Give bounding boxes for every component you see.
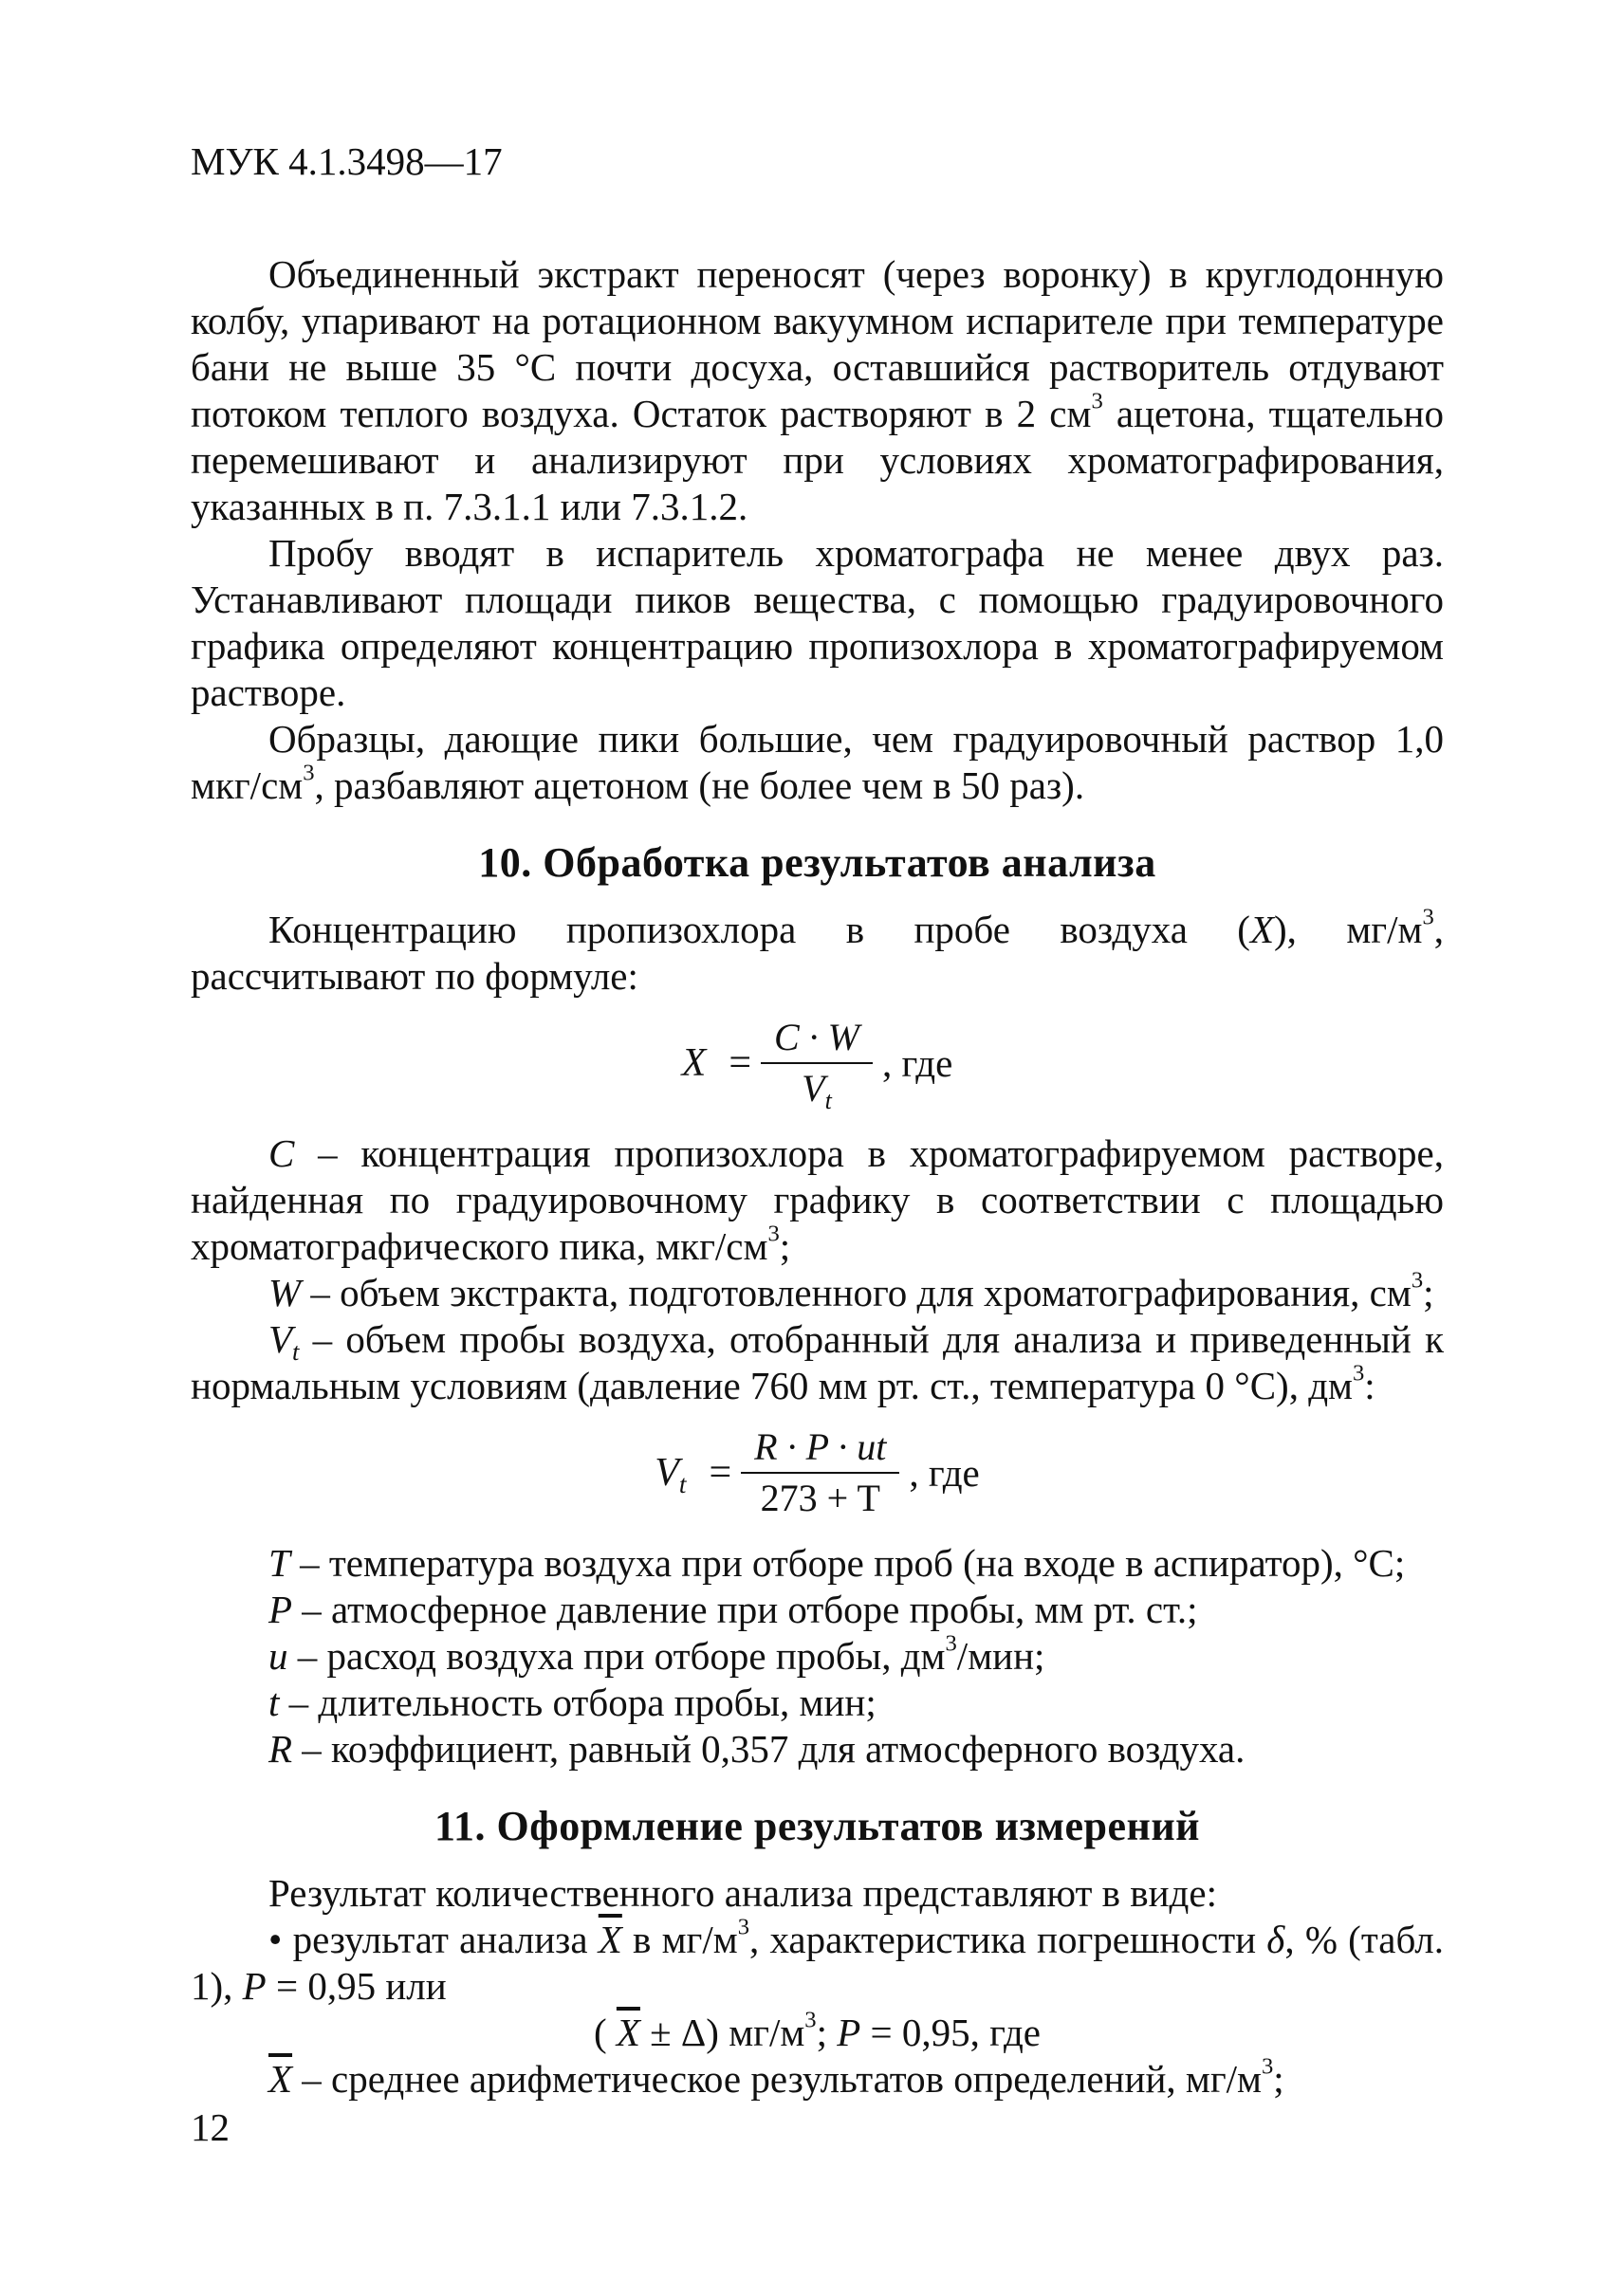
section-10-title: 10. Обработка результатов анализа [478,839,1156,886]
definition-r: R – коэффициент, равный 0,357 для атмосферного воздуха. [268,1727,1246,1771]
document-code-header: МУК 4.1.3498—17 [191,139,503,183]
paragraph-injection: Пробу вводят в испаритель хроматографа не менее двух раз. Устанавливают площади пиков вещества, с помощью градуировочного графика определяют концентрацию пропизохлора в хроматографируемом растворе. [191,531,1444,714]
definition-w: W – объем экстракта, подготовленного для хроматографирования, $см^3$; [268,1267,1434,1314]
result-bullet: • результат анализа $\overline{X}$ в $мг/м^3$, характеристика погрешности δ, % (табл. 1), P = 0,95 или [191,1914,1444,2008]
paragraph-dilution: Образцы, дающие пики большие, чем градуировочный раствор 1,0 мкг/$см^3$, разбавляют ацетоном (не более чем в 50 раз). [191,717,1444,807]
paragraph-extract: Объединенный экстракт переносят (через воронку) в круглодонную колбу, упаривают на ротационном вакуумном испарителе при температуре бани не выше 35 °С почти досуха, оставшийся растворитель отдувают потоком теплого воздуха. Остаток растворяют в 2 $см^3$ ацетона, тщательно перемешивают и анализируют при условиях хроматографирования, указанных в п. 7.3.1.1 или 7.3.1.2. [191,252,1444,528]
definition-t-temp: T – температура воздуха при отборе проб (на входе в аспиратор), °С; [268,1541,1406,1585]
page-number: 12 [191,2105,230,2149]
definition-mean: $\overline{X}$ – среднее арифметическое результатов определений, $мг/м^3$; [268,2053,1284,2101]
definition-p: P – атмосферное давление при отборе пробы, мм рт. ст.; [268,1588,1198,1631]
definition-vt: $V_t$ – объем пробы воздуха, отобранный для анализа и приведенный к нормальным условиям (давление 760 мм рт. ст., температура 0 °С), $дм^3$: [191,1317,1444,1407]
formula-concentration-fraction: $\frac{C \cdot W}{V_t}$ [761,1015,873,1111]
section-11-intro: Результат количественного анализа представляют в виде: [268,1871,1217,1915]
result-format-line: ( $\overline{X} \pm \Delta$) $мг/м^3$; P = 0,95, где [593,2007,1042,2054]
section-11-title: 11. Оформление результатов измерений [434,1803,1201,1849]
formula-volume-fraction: $\frac{R \cdot P \cdot ut}{273 + T}$ [741,1424,899,1521]
formula-volume: $V_t$ = $\frac{R \cdot P \cdot ut}{273 + T}$ , где [655,1425,980,1519]
formula-concentration: X = $\frac{C \cdot W}{V_t}$ , где [681,1016,953,1114]
definition-t-duration: t – длительность отбора пробы, мин; [268,1681,877,1724]
definition-c: C – концентрация пропизохлора в хроматографируемом растворе, найденная по градуировочному графику в соответствии с площадью хроматографического пика, мкг/$см^3$; [191,1131,1444,1268]
section-10-intro: Концентрацию пропизохлора в пробе воздуха (X), $мг/м^3$, рассчитывают по формуле: [191,904,1444,998]
definition-u: u – расход воздуха при отборе пробы, $дм^3$/мин; [268,1630,1045,1678]
